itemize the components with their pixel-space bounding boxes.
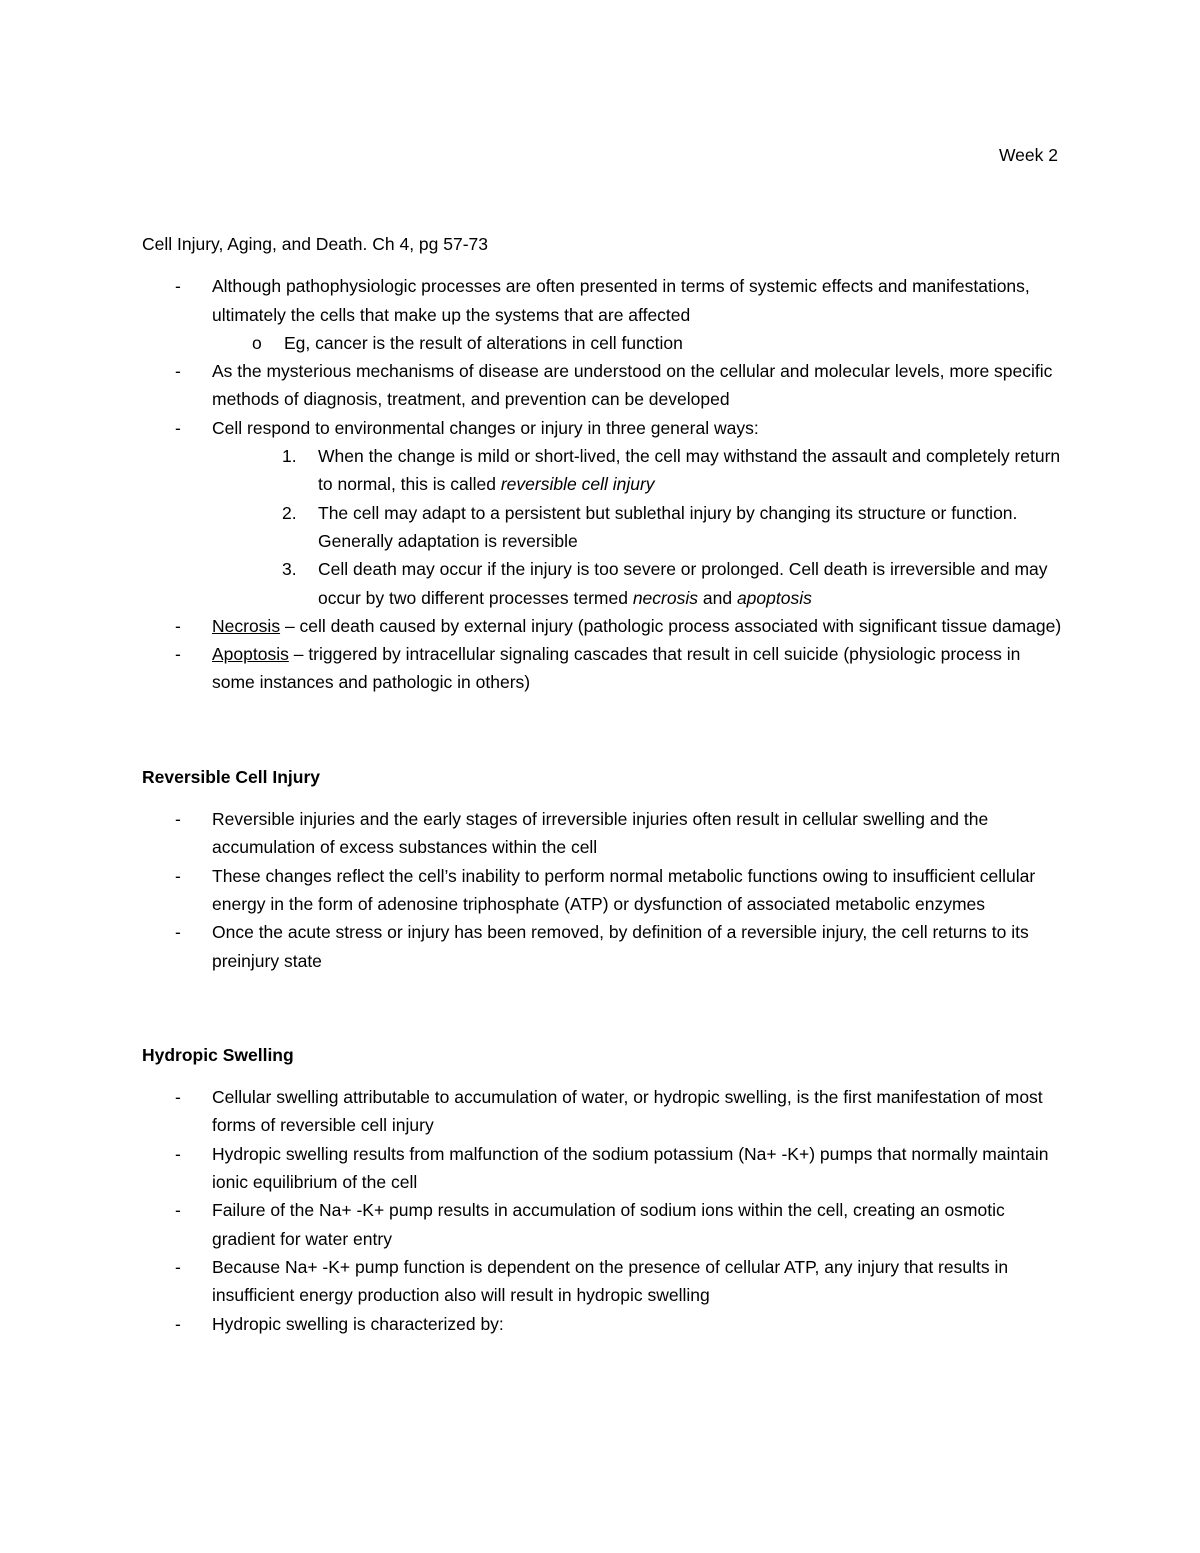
numbered-item	[142, 499, 1062, 556]
spacer	[142, 697, 1062, 763]
list-item-text: Reversible injuries and the early stages of irreversible injuries often result in cellular swelling and the accumulation of excess substances within the cell	[212, 809, 989, 858]
numbered-item	[142, 442, 1062, 499]
list-item	[142, 862, 1062, 919]
list-item-text: – triggered by intracellular signaling cascades that result in cell suicide (physiologic process in some instances and pathologic in others)	[212, 644, 1021, 693]
section3-list	[142, 1083, 1062, 1338]
list-item	[142, 1310, 1062, 1338]
bullet-marker: -	[175, 865, 181, 886]
numbered-list	[142, 442, 1062, 612]
list-item-text: Once the acute stress or injury has been removed, by definition of a reversible injury, the cell returns to its preinjury state	[212, 922, 1029, 971]
bullet-marker: -	[175, 922, 181, 943]
bullet-marker: -	[175, 615, 181, 636]
list-item	[142, 357, 1062, 414]
numbered-item-text: When the change is mild or short-lived, the cell may withstand the assault and completely return to normal, this is called	[318, 446, 1061, 495]
list-item	[142, 272, 1062, 357]
list-item-text: Cellular swelling attributable to accumulation of water, or hydropic swelling, is the first manifestation of most forms of reversible cell injury	[212, 1087, 1043, 1136]
section2-list	[142, 805, 1062, 975]
bullet-marker: -	[175, 1200, 181, 1221]
chapter-title: Cell Injury, Aging, and Death. Ch 4, pg 57-73	[142, 234, 489, 254]
list-item-text: These changes reflect the cell’s inability to perform normal metabolic functions owing to insufficient cellular energy in the form of adenosine triphosphate (ATP) or dysfunction of associated metabolic enzymes	[212, 865, 1036, 914]
bullet-marker: -	[175, 417, 181, 438]
numbered-item-text: The cell may adapt to a persistent but sublethal injury by changing its structure or function. Generally adaptation is reversible	[318, 502, 1018, 551]
bullet-marker: -	[175, 1313, 181, 1334]
list-item	[142, 1140, 1062, 1197]
numbered-item-text: Cell death may occur if the injury is too severe or prolonged. Cell death is irreversible and may occur by two different processes termed	[318, 559, 1048, 608]
list-item-text: Failure of the Na+ -K+ pump results in accumulation of sodium ions within the cell, creating an osmotic gradient for water entry	[212, 1200, 1005, 1249]
sub-bullet-marker: o	[252, 332, 262, 353]
list-item-text: Cell respond to environmental changes or injury in three general ways:	[212, 417, 759, 438]
section-heading: Hydropic Swelling	[142, 1044, 294, 1065]
list-item	[142, 1083, 1062, 1140]
number-marker: 3.	[282, 559, 297, 580]
bullet-marker: -	[175, 1143, 181, 1164]
italic-term: apoptosis	[736, 587, 812, 608]
list-item	[142, 918, 1062, 975]
list-item	[142, 1196, 1062, 1253]
numbered-item	[142, 555, 1062, 612]
page-header-week: Week 2	[998, 145, 1058, 165]
list-item-text: – cell death caused by external injury (pathologic process associated with significant tissue damage)	[280, 615, 1062, 636]
italic-term: necrosis	[632, 587, 698, 608]
bullet-marker: -	[175, 809, 181, 830]
bullet-marker: -	[175, 1087, 181, 1108]
list-item	[142, 805, 1062, 862]
underlined-term: Apoptosis	[212, 644, 289, 665]
connector-text: and	[698, 587, 737, 608]
bullet-marker: -	[175, 361, 181, 382]
sub-list-item-text: Eg, cancer is the result of alterations in cell function	[284, 332, 683, 353]
document-body	[142, 230, 1062, 1338]
bullet-marker: -	[175, 644, 181, 665]
spacer	[142, 975, 1062, 1041]
section1-list	[142, 272, 1062, 696]
list-item-text: Hydropic swelling results from malfunction of the sodium potassium (Na+ -K+) pumps that normally maintain ionic equilibrium of the cell	[212, 1143, 1049, 1193]
list-item-text: Hydropic swelling is characterized by:	[212, 1313, 504, 1334]
bullet-marker: -	[175, 276, 181, 297]
section-heading: Reversible Cell Injury	[142, 766, 320, 787]
number-marker: 2.	[282, 502, 297, 523]
list-item-text: Although pathophysiologic processes are often presented in terms of systemic effects and manifestations, ultimately the cells that make up the systems that are affected	[212, 276, 1030, 325]
list-item-text: As the mysterious mechanisms of disease are understood on the cellular and molecular levels, more specific methods of diagnosis, treatment, and prevention can be developed	[212, 361, 1053, 410]
list-item	[142, 1253, 1062, 1310]
list-item	[142, 612, 1062, 640]
sub-list	[142, 329, 1062, 357]
number-marker: 1.	[282, 446, 297, 467]
italic-term: reversible cell injury	[500, 474, 655, 495]
list-item	[142, 414, 1062, 612]
underlined-term: Necrosis	[212, 615, 281, 636]
list-item	[142, 640, 1062, 697]
list-item-text: Because Na+ -K+ pump function is dependent on the presence of cellular ATP, any injury that results in insufficient energy production also will result in hydropic swelling	[212, 1256, 1009, 1306]
sub-list-item	[142, 329, 1062, 357]
bullet-marker: -	[175, 1256, 181, 1277]
